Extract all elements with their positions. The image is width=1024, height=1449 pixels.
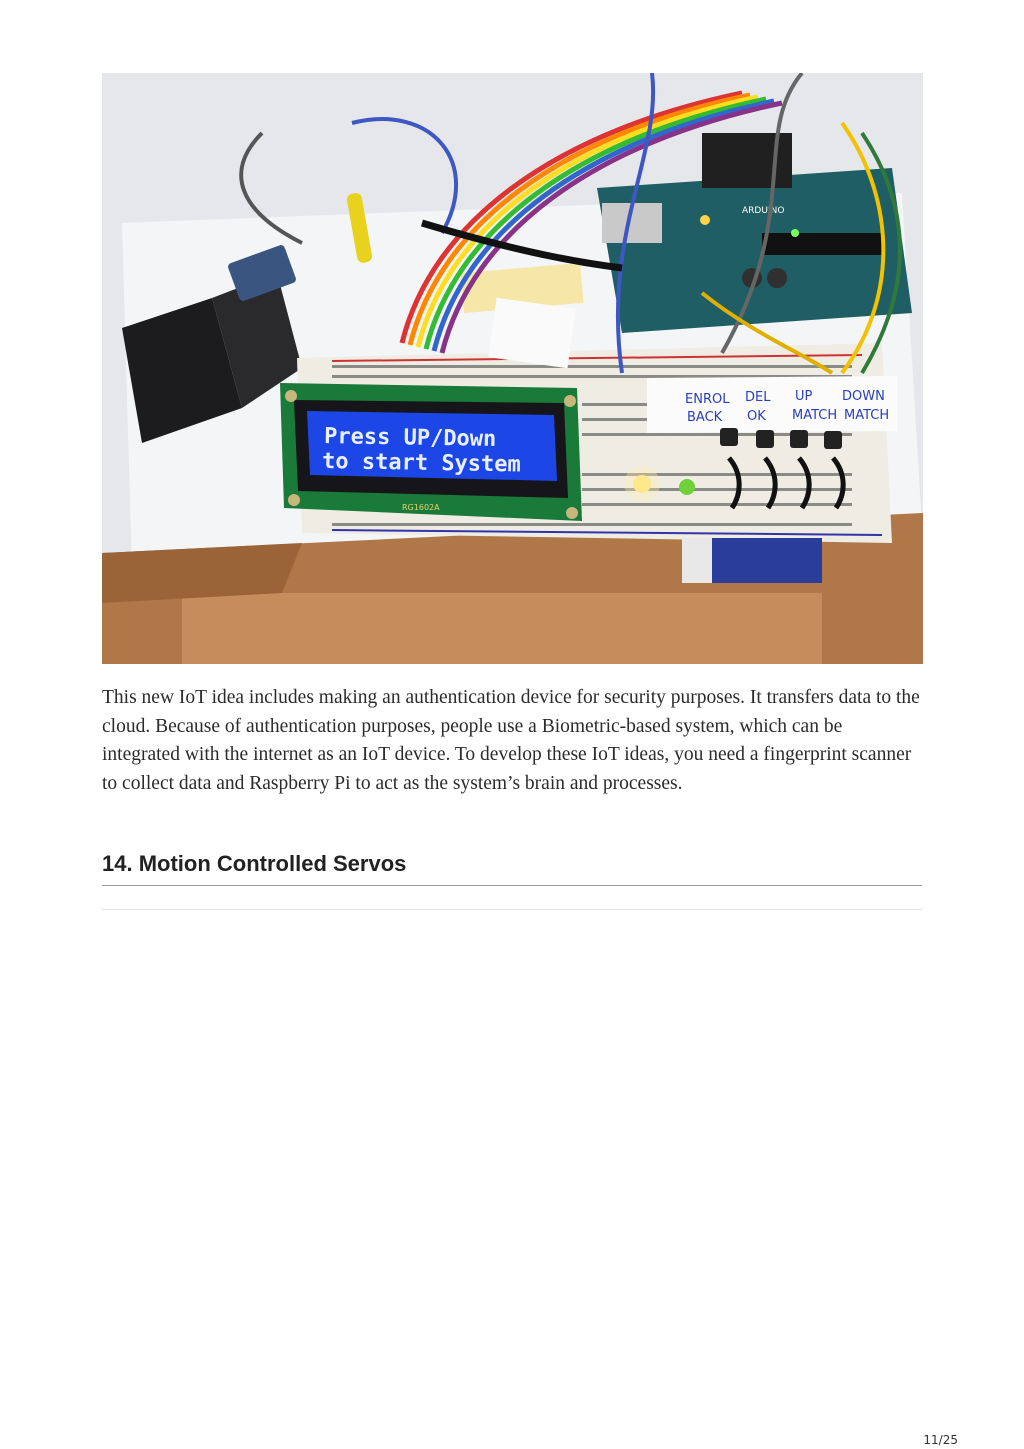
divider xyxy=(102,909,922,910)
article-photo xyxy=(102,73,923,664)
article-paragraph: This new IoT idea includes making an authentication device for security purposes. It transfers data to the cloud. Because of authentication purposes, people use a Biometric-based system, which can be integrated with the internet as an IoT device. To develop these IoT ideas, you need a fingerprint scanner to collect data and Raspberry Pi to act as the system’s brain and processes. xyxy=(102,687,920,794)
label-match-2: MATCH xyxy=(844,408,890,423)
lcd-line-2: to start System xyxy=(321,449,521,478)
lcd-line-1: Press UP/Down xyxy=(323,424,497,453)
section-heading: 14. Motion Controlled Servos xyxy=(102,851,922,886)
page-number: 11/25 xyxy=(923,1433,958,1447)
label-enrol: ENROL xyxy=(685,392,730,407)
lcd-model-label: RG1602A xyxy=(402,503,440,512)
label-ok: OK xyxy=(747,409,766,424)
label-down: DOWN xyxy=(842,389,885,404)
label-del: DEL xyxy=(745,390,771,405)
button-label-strip xyxy=(647,376,897,433)
label-up: UP xyxy=(795,389,813,404)
arduino-label: ARDUINO xyxy=(742,206,785,216)
label-back: BACK xyxy=(687,410,723,425)
label-match-1: MATCH xyxy=(792,408,838,423)
lcd-module xyxy=(280,383,582,521)
green-led xyxy=(679,479,695,495)
